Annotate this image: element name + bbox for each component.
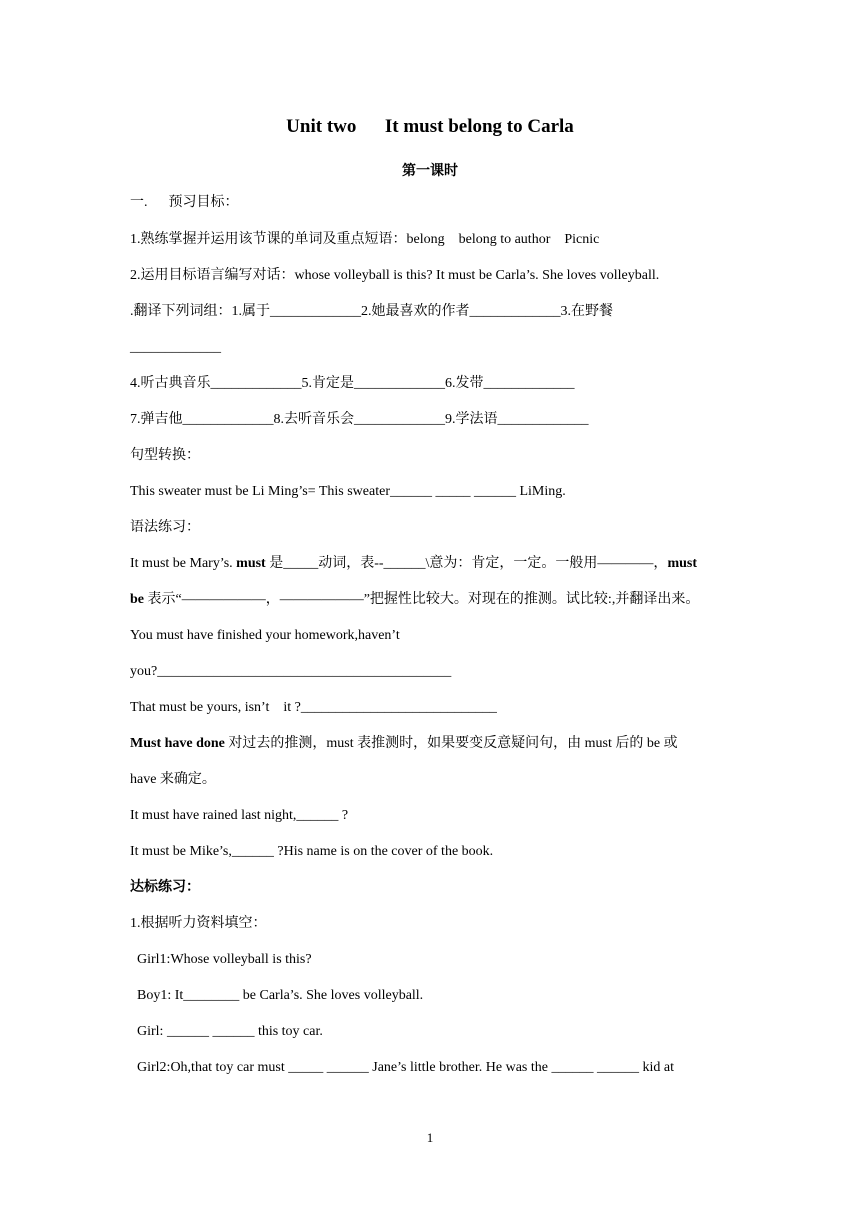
page-number: 1 [426, 1130, 434, 1145]
must-have-done-note-cont: have 来确定。 [130, 772, 216, 787]
tag-question-1: It must have rained last night,______ ? [130, 808, 349, 823]
objective-line-2: 2.运用目标语言编写对话：whose volleyball is this? It must be Carla’s. She loves volleyball. [130, 268, 660, 283]
grammar-example-2: That must be yours, isn’t it ?____________________________ [130, 700, 497, 715]
dialog-line-4: Girl2:Oh,that toy car must _____ ______ Jane’s little brother. He was the ______ ______ kid at [137, 1060, 674, 1075]
tag-question-2: It must be Mike’s,______ ?His name is on the cover of the book. [130, 844, 494, 859]
objective-line-1: 1.熟练掌握并运用该节课的单词及重点短语：belong belong to author Picnic [130, 232, 600, 247]
grammar-heading: 语法练习： [130, 520, 200, 535]
translate-items-7-9: 7.弹吉他_____________8.去听音乐会_____________9.学法语_____________ [130, 412, 589, 427]
grammar-line-2: be 表示“——————，——————”把握性比较大。对现在的推测。试比较:,并翻译出来。 [130, 592, 700, 607]
translate-prompt-line: .翻译下列词组：1.属于_____________2.她最喜欢的作者_____________3.在野餐 [130, 304, 613, 319]
practice-heading: 达标练习： [130, 880, 200, 895]
sentence-transform-line: This sweater must be Li Ming’s= This sweater______ _____ ______ LiMing. [130, 484, 566, 499]
lesson-subtitle: 第一课时 [402, 163, 458, 179]
page-title: Unit two It must belong to Carla [286, 116, 574, 137]
translate-blank-line: _____________ [130, 340, 221, 355]
must-have-done-note: Must have done 对过去的推测，must 表推测时，如果要变反意疑问句，由 must 后的 be 或 [130, 736, 678, 751]
listening-prompt: 1.根据听力资料填空： [130, 916, 267, 931]
dialog-line-3: Girl: ______ ______ this toy car. [137, 1024, 323, 1039]
grammar-example-1-blank: you?__________________________________________ [130, 664, 452, 679]
section-heading-preview: 一. 预习目标： [130, 195, 239, 210]
translate-items-4-6: 4.听古典音乐_____________5.肯定是_____________6.发带_____________ [130, 376, 575, 391]
grammar-line-1: It must be Mary’s. must 是_____动词，表--______\意为：肯定，一定。一般用————，must [130, 556, 697, 571]
grammar-example-1: You must have finished your homework,haven’t [130, 628, 400, 643]
dialog-line-1: Girl1:Whose volleyball is this? [137, 952, 312, 967]
dialog-line-2: Boy1: It________ be Carla’s. She loves volleyball. [137, 988, 424, 1003]
sentence-transform-heading: 句型转换： [130, 448, 200, 463]
